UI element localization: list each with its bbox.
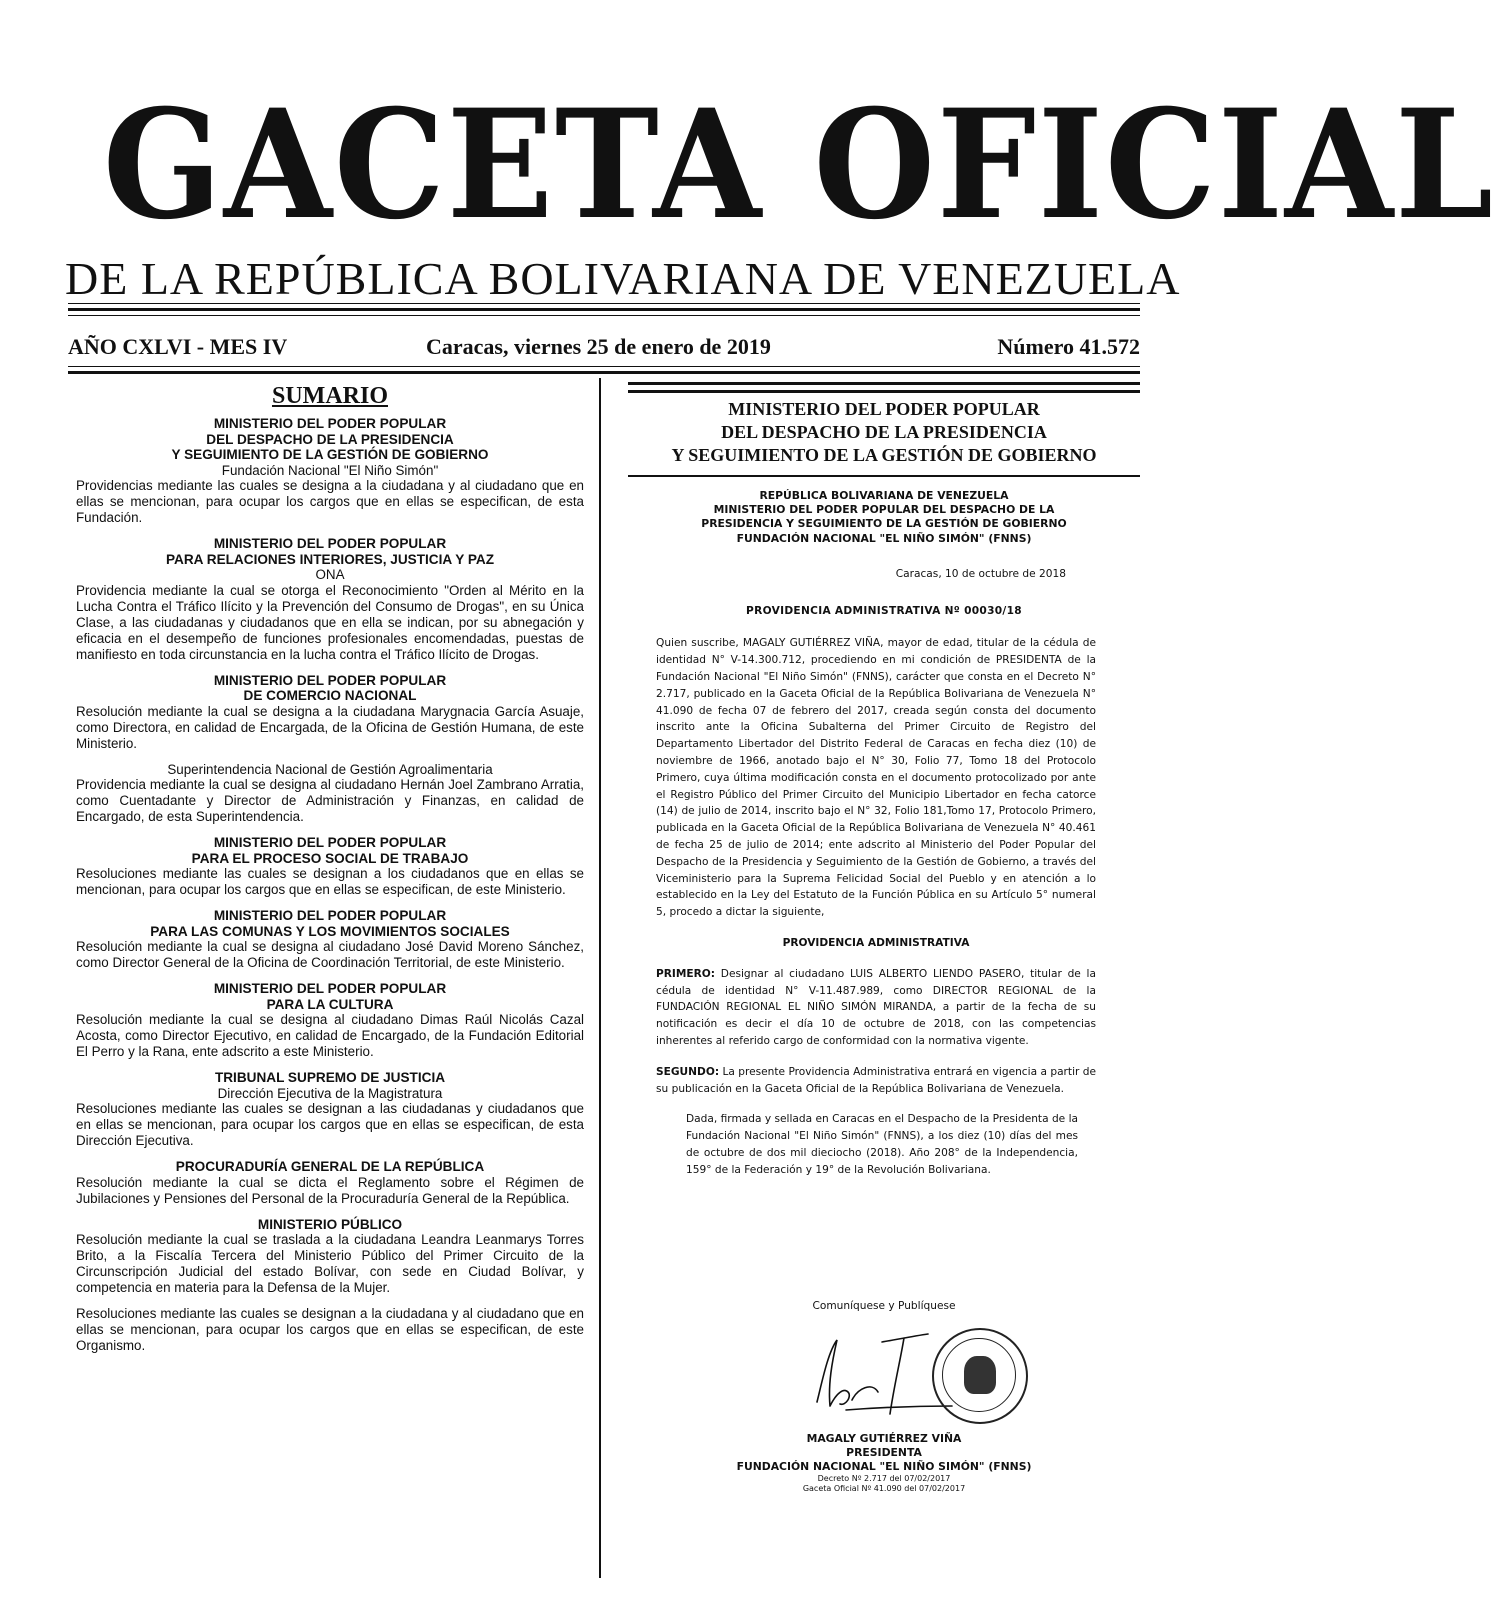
entry-heading: MINISTERIO DEL PODER POPULAR (213, 672, 447, 688)
providencia-date: Caracas, 10 de octubre de 2018 (895, 567, 1066, 580)
providencia-label: PROVIDENCIA ADMINISTRATIVA (782, 936, 970, 949)
article-primero (656, 966, 1096, 1050)
issue-number: Número 41.572 (997, 334, 1140, 359)
signer-title: PRESIDENTA (846, 1446, 922, 1459)
segundo-label: SEGUNDO: (656, 1065, 720, 1078)
entry-heading: PARA LA CULTURA (266, 996, 394, 1012)
column-divider (599, 378, 601, 1578)
entry-heading: PARA RELACIONES INTERIORES, JUSTICIA Y PAZ (165, 551, 495, 567)
entry-subheading: ONA (315, 567, 345, 582)
stamp-emblem (964, 1356, 996, 1394)
entry-text: Resoluciones mediante las cuales se designan a las ciudadanas y ciudadanos que en ellas se mencionan, para ocupar los cargos que en ellas se especifican, de esta Dirección Ejecutiva. (76, 1101, 584, 1148)
providencia-intro: Quien suscribe, MAGALY GUTIÉRREZ VIÑA, mayor de edad, titular de la cédula de identidad N° V-14.300.712, procediendo en mi condición de PRESIDENTA de la Fundación Nacional "El Niño Simón" (FNNS), carácter que consta en el Decreto N° 2.717, publicado en la Gaceta Oficial de la República Bolivariana de Venezuela N° 41.090 de fecha 07 de febrero del 2017, creada según consta del documento inscrito ante la Oficina Subalterna del Primer Circuito de Registro del Departamento Libertador del Distrito Federal de Caracas en fecha diez (10) de noviembre de 1966, anotado bajo el N° 30, Folio 77, Tomo 18 del Protocolo Primero, cuya última modificación consta en el documento protocolizado por ante el Registro Público del Primer Circuito del Municipio Libertador en fecha catorce (14) de julio de 2014, inscrito bajo el N° 32, Folio 181,Tomo 17, Protocolo Primero, publicada en la Gaceta Oficial de la República Bolivariana de Venezuela N° 40.461 de fecha 25 de julio de 2014; ente adscrito al Ministerio del Poder Popular del Despacho de la Presidencia y Seguimiento de la Gestión de Gobierno, a través del Viceministerio para la Suprema Felicidad Social del Pueblo y en atención a lo establecido en la Ley del Estatuto de la Función Pública en su Artículo 5° numeral 5, procedo a dictar la siguiente, (656, 637, 1096, 919)
org-header-line: REPÚBLICA BOLIVARIANA DE VENEZUELA (759, 489, 1009, 502)
entry-text: Resolución mediante la cual se dicta el Reglamento sobre el Régimen de Jubilaciones y Pensiones del Personal de la Procuraduría General de la República. (76, 1174, 584, 1206)
divider (68, 303, 1140, 304)
primero-label: PRIMERO: (656, 967, 716, 980)
providencia-column (632, 398, 1136, 1193)
org-header-line: MINISTERIO DEL PODER POPULAR DEL DESPACHO DE LA (713, 503, 1055, 517)
entry-heading: MINISTERIO DEL PODER POPULAR (213, 536, 447, 551)
signer-decree: Decreto Nº 2.717 del 07/02/2017 (817, 1474, 951, 1483)
issue-date: Caracas, viernes 25 de enero de 2019 (426, 334, 771, 359)
dada-paragraph: Dada, firmada y sellada en Caracas en el Despacho de la Presidenta de la Fundación Nacional "El Niño Simón" (FNNS), a los diez (10) días del mes de octubre de dos mil dieciocho (2018). Año 208° de la Independencia, 159° de la Federación y 19° de la Revolución Bolivariana. (686, 1113, 1078, 1176)
segundo-text: La presente Providencia Administrativa entrará en vigencia a partir de su publicación en la Gaceta Oficial de la República Bolivariana de Venezuela. (656, 1065, 1097, 1095)
sumario-entry (76, 835, 584, 898)
signature-area (632, 1300, 1136, 1494)
providencia-title: PROVIDENCIA ADMINISTRATIVA Nº 00030/18 (746, 604, 1022, 617)
sumario-entry (76, 762, 584, 826)
masthead-subtitle: DE LA REPÚBLICA BOLIVARIANA DE VENEZUELA (65, 253, 1181, 304)
entry-text: Resolución mediante la cual se traslada a la ciudadana Leandra Leanmarys Torres Brito, a la Fiscalía Tercera del Ministerio Público del Primer Circuito de la Circunscripción Judicial del estado Bolívar, con sede en Ciudad Bolívar, y competencia en materia para la Defensa de la Mujer. (76, 1232, 584, 1295)
divider (68, 315, 1140, 316)
entry-heading: MINISTERIO DEL PODER POPULAR (213, 981, 447, 996)
sumario-entry (76, 1070, 584, 1149)
entry-heading: Y SEGUIMIENTO DE LA GESTIÓN DE GOBIERNO (171, 447, 489, 462)
entry-subheading: Dirección Ejecutiva de la Magistratura (217, 1085, 443, 1101)
sumario-entry (76, 1217, 584, 1297)
entry-text: Resoluciones mediante las cuales se designan a los ciudadanos que en ellas se mencionan, para ocupar los cargos que en ellas se especifican, de este Ministerio. (76, 866, 584, 897)
signer-name: MAGALY GUTIÉRREZ VIÑA (806, 1432, 962, 1445)
divider (628, 390, 1140, 393)
masthead-title: GACETA OFICIAL (102, 77, 1495, 253)
entry-heading: MINISTERIO DEL PODER POPULAR (213, 835, 447, 850)
sumario-entry (76, 536, 584, 663)
signer-gaceta: Gaceta Oficial Nº 41.090 del 07/02/2017 (802, 1484, 966, 1493)
ministry-title-line: Y SEGUIMIENTO DE LA GESTIÓN DE GOBIERNO (671, 445, 1097, 465)
org-header-line: PRESIDENCIA Y SEGUIMIENTO DE LA GESTIÓN DE GOBIERNO (701, 517, 1067, 531)
entry-text: Resoluciones mediante las cuales se designan a la ciudadana y al ciudadano que en ellas se mencionan, para ocupar los cargos que en ellas se especifican, de este Organismo. (76, 1306, 584, 1353)
primero-text: Designar al ciudadano LUIS ALBERTO LIENDO PASERO, titular de la cédula de identidad N° V-11.487.989, como DIRECTOR REGIONAL de la FUNDACIÓN REGIONAL EL NIÑO SIMÓN MIRANDA, a partir de la fecha de su notificación es decir el día 10 de octubre de 2018, con las competencias inherentes al referido cargo de conformidad con la normativa vigente. (656, 967, 1096, 1047)
signer-org: FUNDACIÓN NACIONAL "EL NIÑO SIMÓN" (FNNS) (736, 1460, 1032, 1473)
sumario-title: SUMARIO (271, 383, 388, 409)
sumario-entry (76, 1306, 584, 1354)
providencia-body (656, 635, 1096, 1178)
entry-subheading: Fundación Nacional "El Niño Simón" (221, 462, 439, 478)
divider (68, 308, 1140, 311)
sumario-entry (76, 981, 584, 1060)
sumario-entry (76, 908, 584, 971)
entry-heading: PARA EL PROCESO SOCIAL DE TRABAJO (191, 850, 469, 866)
ministry-title (632, 398, 1136, 467)
entry-heading: PROCURADURÍA GENERAL DE LA REPÚBLICA (175, 1159, 485, 1174)
entry-text: Providencia mediante la cual se otorga el Reconocimiento "Orden al Mérito en la Lucha Contra el Tráfico Ilícito y la Prevención del Consumo de Drogas", en su Única Clase, a las ciudadanas y ciudadanos que en ella se indican, por su abnegación y eficacia en el desempeño de funciones profesionales encomendadas, puestas de manifiesto en toda circunstancia en la lucha contra el Tráfico Ilícito de Drogas. (76, 582, 584, 662)
divider (628, 382, 1140, 385)
entry-text: Providencia mediante la cual se designa al ciudadano Hernán Joel Zambrano Arratia, como Cuentadante y Director de Administración y Finanzas, en calidad de Encargado, de esta Superintendencia. (76, 777, 584, 824)
org-header (632, 489, 1136, 546)
divider (68, 366, 1140, 367)
entry-heading: DEL DESPACHO DE LA PRESIDENCIA (206, 431, 454, 447)
entry-text: Providencias mediante las cuales se designa a la ciudadana y al ciudadano que en ellas se mencionan, para ocupar los cargos que en ellas se especifican, de esta Fundación. (76, 478, 584, 525)
entry-heading: TRIBUNAL SUPREMO DE JUSTICIA (214, 1070, 446, 1085)
signature-graphics (632, 1322, 1136, 1432)
handwritten-signature (632, 1322, 1136, 1432)
ministry-title-line: MINISTERIO DEL PODER POPULAR (728, 399, 1040, 419)
article-segundo (656, 1064, 1096, 1098)
ministry-title-line: DEL DESPACHO DE LA PRESIDENCIA (721, 422, 1047, 442)
sumario-entries (76, 416, 584, 1354)
entry-heading: MINISTERIO DEL PODER POPULAR (213, 416, 447, 431)
entry-heading: MINISTERIO DEL PODER POPULAR (213, 908, 447, 923)
issue-year-month: AÑO CXLVI - MES IV (68, 334, 288, 359)
entry-text: Resolución mediante la cual se designa a la ciudadana Marygnacia García Asuaje, como Directora, en calidad de Encargada, de la Oficina de Gestión Humana, de este Ministerio. (76, 703, 584, 751)
comuniquese-text: Comuníquese y Publíquese (812, 1300, 956, 1312)
entry-heading: PARA LAS COMUNAS Y LOS MOVIMIENTOS SOCIALES (150, 923, 510, 939)
sumario-entry (76, 416, 584, 526)
sumario (76, 382, 584, 1364)
entry-heading: DE COMERCIO NACIONAL (243, 688, 417, 703)
sumario-entry (76, 1159, 584, 1207)
sumario-entry (76, 673, 584, 752)
entry-text: Resolución mediante la cual se designa al ciudadano Dimas Raúl Nicolás Cazal Acosta, como Director Ejecutivo, en calidad de Encargado, de la Fundación Editorial El Perro y la Rana, ente adscrito a este Ministerio. (76, 1012, 584, 1059)
entry-heading: MINISTERIO PÚBLICO (257, 1216, 403, 1232)
entry-subheading: Superintendencia Nacional de Gestión Agroalimentaria (167, 761, 493, 777)
divider (68, 371, 1140, 374)
entry-text: Resolución mediante la cual se designa al ciudadano José David Moreno Sánchez, como Director General de la Oficina de Coordinación Territorial, de este Ministerio. (76, 939, 584, 970)
official-stamp (932, 1328, 1028, 1424)
org-header-line: FUNDACIÓN NACIONAL "EL NIÑO SIMÓN" (FNNS) (736, 531, 1032, 545)
